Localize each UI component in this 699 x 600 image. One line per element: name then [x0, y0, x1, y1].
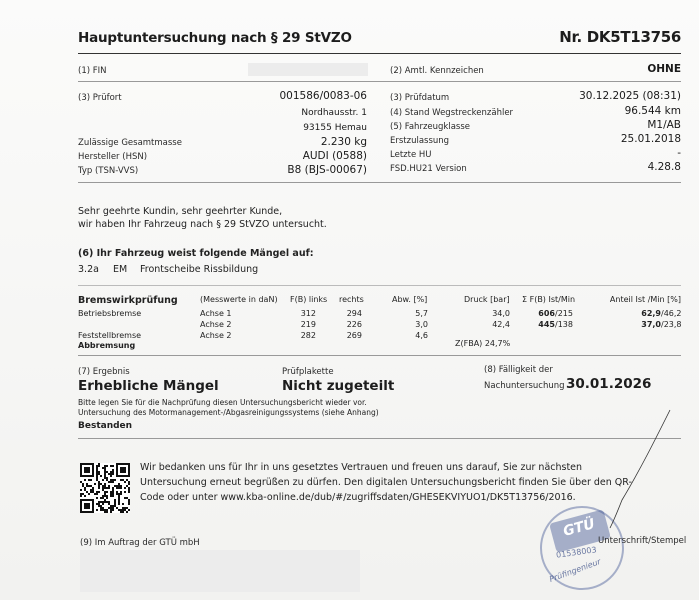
erstzulassung-label: Erstzulassung: [390, 136, 450, 146]
defects-heading: (6) Ihr Fahrzeug weist folgende Mängel auf:: [78, 248, 314, 259]
brake-row-1-sum-min: /215: [555, 309, 573, 318]
typ-value: B8 (BJS-00067): [287, 164, 367, 176]
defect-code: 3.2a: [78, 264, 99, 275]
hersteller-label: Hersteller (HSN): [78, 152, 148, 162]
betriebsbremse-label: Betriebsbremse: [78, 309, 142, 318]
brakes-divider: [78, 355, 681, 356]
brake-row-2-rechts: 226: [346, 320, 362, 329]
fin-label: (1) FIN: [78, 66, 107, 76]
defects-divider: [78, 285, 681, 286]
wegstrecke-value: 96.544 km: [624, 105, 681, 117]
row1-divider: [78, 81, 681, 82]
brake-row-1-links: 312: [300, 309, 316, 318]
brake-row-2-sum-min: /138: [555, 320, 573, 329]
typ-label: Typ (TSN-VVS): [78, 166, 139, 176]
plakette-value: Nicht zugeteilt: [282, 378, 395, 394]
signature: [560, 400, 680, 550]
wegstrecke-label: (4) Stand Wegstreckenzähler: [390, 108, 514, 118]
brake-row-1-achse: Achse 1: [200, 309, 232, 318]
feststellbremse-label: Feststellbremse: [78, 331, 142, 340]
thanks-line-2: Untersuchung erneut begrüßen zu dürfen. Den digitalen Untersuchungsbericht finden Sie über den QR-: [140, 477, 632, 488]
masse-value: 2.230 kg: [320, 136, 367, 148]
pruefort-street: Nordhausstr. 1: [301, 108, 367, 118]
details-divider: [78, 182, 681, 183]
version-label: FSD.HU21 Version: [390, 164, 467, 174]
brake-row-1-sum-ist: 606: [538, 309, 555, 318]
brakes-col-rechts: rechts: [339, 295, 364, 304]
stamp-logo-text: GTÜ: [561, 516, 597, 540]
brake-row-1-abw: 5,7: [415, 309, 428, 318]
defect-description: Frontscheibe Rissbildung: [140, 264, 259, 275]
brakes-col-anteil: Anteil Ist /Min [%]: [609, 295, 681, 304]
pruefort-city: 93155 Hemau: [303, 123, 367, 133]
brake-row-3-abw: 4,6: [415, 331, 428, 340]
nachuntersuchung-label: Nachuntersuchung: [484, 381, 565, 391]
erstzulassung-value: 25.01.2018: [620, 133, 681, 145]
ergebnis-label: (7) Ergebnis: [78, 367, 130, 377]
unterschrift-label: Unterschrift/Stempel: [598, 536, 687, 546]
greeting-line-1: Sehr geehrte Kundin, sehr geehrter Kunde,: [78, 206, 283, 217]
pruefdatum-value: 30.12.2025 (08:31): [579, 90, 681, 102]
signatory-redacted: [80, 550, 360, 592]
kennzeichen-value: OHNE: [647, 63, 681, 75]
report-title: Hauptuntersuchung nach § 29 StVZO: [78, 30, 352, 46]
greeting-line-2: wir haben Ihr Fahrzeug nach § 29 StVZO untersucht.: [78, 219, 327, 230]
brake-row-2-links: 219: [300, 320, 316, 329]
klasse-label: (5) Fahrzeugklasse: [390, 122, 470, 132]
pruefdatum-label: (3) Prüfdatum: [390, 93, 450, 103]
auftrag-label: (9) Im Auftrag der GTÜ mbH: [80, 538, 200, 548]
klasse-value: M1/AB: [647, 119, 681, 131]
brakes-col-druck: Druck [bar]: [464, 295, 510, 304]
brake-row-2-abw: 3,0: [415, 320, 428, 329]
brake-row-1-druck: 34,0: [492, 309, 510, 318]
result-note-2: Untersuchung des Motormanagement-/Abgasreinigungssystems (siehe Anhang): [78, 408, 379, 417]
plakette-label: Prüfplakette: [282, 367, 334, 377]
abbremsung-label: Abbremsung: [78, 341, 136, 350]
defect-severity: EM: [113, 264, 128, 275]
nachuntersuchung-value: 30.01.2026: [566, 376, 652, 392]
ergebnis-value: Erhebliche Mängel: [78, 378, 219, 394]
fin-redacted: [248, 63, 368, 76]
brake-row-3-links: 282: [300, 331, 316, 340]
abgas-result: Bestanden: [78, 421, 133, 431]
brake-row-3-rechts: 269: [346, 331, 362, 340]
brakes-col-fb-links: F(B) links: [290, 295, 328, 304]
brakes-col-abw: Abw. [%]: [392, 295, 428, 304]
brakes-col-sum: Σ F(B) Ist/Min: [522, 295, 576, 304]
brakes-title: Bremswirkprüfung: [78, 295, 178, 306]
kennzeichen-label: (2) Amtl. Kennzeichen: [390, 66, 484, 76]
pruefort-id: 001586/0083-06: [279, 90, 367, 102]
brakes-col-mess: (Messwerte in daN): [200, 295, 278, 304]
hersteller-value: AUDI (0588): [302, 150, 367, 162]
qr-code[interactable]: [80, 463, 130, 513]
brake-row-1-rechts: 294: [346, 309, 362, 318]
brake-row-2-achse: Achse 2: [200, 320, 232, 329]
brake-row-1-anteil-ist: 62,9: [641, 309, 661, 318]
brake-row-3-achse: Achse 2: [200, 331, 232, 340]
result-note-1: Bitte legen Sie für die Nachprüfung diesen Untersuchungsbericht wieder vor.: [78, 398, 367, 407]
stamp-number: 01538003: [555, 545, 598, 560]
brake-row-2-anteil-ist: 37,0: [641, 320, 661, 329]
zfba-value: Z(FBA) 24,7%: [455, 339, 511, 348]
pruefort-label: (3) Prüfort: [78, 93, 122, 103]
stamp-role: Prüfingenieur: [548, 557, 602, 584]
brake-row-2-anteil-min: /23,8: [661, 320, 682, 329]
faelligkeit-label: (8) Fälligkeit der: [484, 365, 553, 375]
report-number: Nr. DK5T13756: [559, 28, 681, 46]
brake-row-2-druck: 42,4: [492, 320, 510, 329]
thanks-line-3: Code oder unter www.kba-online.de/dub/#/zugriffsdaten/GHESEKVIYUO1/DK5T13756/2016.: [140, 492, 576, 503]
letzte-hu-value: -: [677, 147, 681, 159]
brake-row-2-sum-ist: 445: [538, 320, 555, 329]
brake-row-1-anteil-min: /46,2: [661, 309, 682, 318]
masse-label: Zulässige Gesamtmasse: [78, 138, 182, 148]
header-divider: [78, 53, 681, 54]
letzte-hu-label: Letzte HU: [390, 150, 432, 160]
thanks-line-1: Wir bedanken uns für Ihr in uns gesetztes Vertrauen und freuen uns darauf, Sie zur nächsten: [140, 462, 583, 473]
version-value: 4.28.8: [647, 161, 681, 173]
